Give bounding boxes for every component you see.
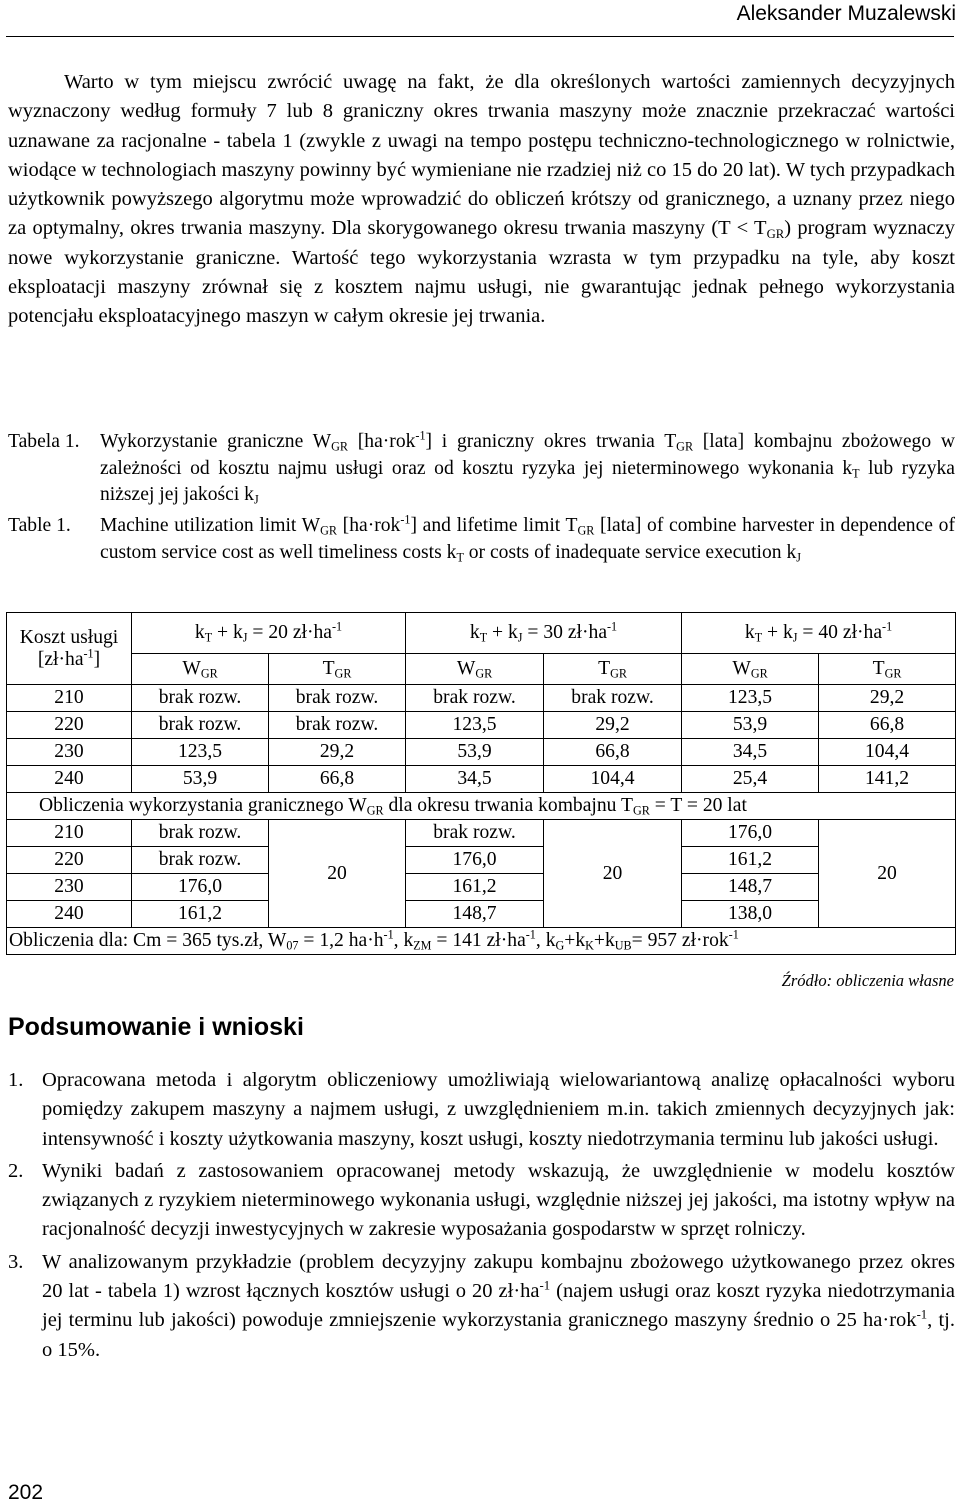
table-cell: 220	[7, 847, 132, 874]
table-cell-merged: 20	[819, 820, 956, 928]
table-source-note: Źródło: obliczenia własne	[781, 971, 954, 990]
table-cell: brak rozw.	[544, 685, 682, 712]
group-header-cell: $k_T + k_J = 30$ $zł\cdot ha^{-1}$	[406, 613, 682, 654]
table-cell: 161,2	[132, 901, 269, 928]
header-rule	[6, 36, 954, 37]
table-cell: 161,2	[406, 874, 544, 901]
table-cell: brak rozw.	[406, 820, 544, 847]
table-cell: 230	[7, 874, 132, 901]
table-caption-english	[8, 513, 955, 566]
table-cell: 240	[7, 766, 132, 793]
table-cell: 220	[7, 712, 132, 739]
table-cell: 123,5	[682, 685, 819, 712]
caption-label: Table 1.	[8, 515, 71, 536]
table-cell: 210	[7, 820, 132, 847]
list-item-number: 3.	[8, 1250, 24, 1273]
table-cell: brak rozw.	[132, 820, 269, 847]
page-number: 202	[8, 1481, 44, 1504]
list-item-number: 2.	[8, 1159, 24, 1182]
table-cell: brak rozw.	[269, 685, 406, 712]
table-row	[7, 712, 956, 739]
table-caption-polish	[8, 429, 955, 509]
table-cell: 123,5	[406, 712, 544, 739]
table-cell: 240	[7, 901, 132, 928]
column-header-cell: $T_{GR}$	[544, 654, 682, 685]
table-cell: brak rozw.	[269, 712, 406, 739]
table-cell: 148,7	[406, 901, 544, 928]
section-header-cell: Obliczenia wykorzystania granicznego $W_{GR}$ dla okresu trwania kombajnu $T_{GR} = T = 20$ lat	[7, 793, 956, 820]
section-header-row	[7, 793, 956, 820]
table-cell: 66,8	[819, 712, 956, 739]
table-footer-row	[7, 928, 956, 955]
table-cell: 53,9	[132, 766, 269, 793]
body-paragraph: Warto w tym miejscu zwrócić uwagę na fakt, że dla określonych wartości zamiennych decyzyjnych wyznaczony według formuły 7 lub 8 graniczny okres trwania maszyny może znacznie przekraczać wartości uznawane za racjonalne - tabela 1 (zwykle z uwagi na tempo postępu techniczno-technologicznego w rolnictwie, wiodące w technologiach maszyny powinny być wymieniane nie rzadziej niż co 15 do 20 lat). W tych przypadkach użytkownik powyższego algorytmu może wprowadzić do obliczeń krótszy od granicznego, a uznany przez niego za optymalny, okres trwania maszyny. Dla skorygowanego okresu trwania maszyny $(T < T_{GR})$ program wyznaczy nowe wykorzystanie graniczne. Wartość tego wykorzystania wzrasta w tym przypadku na tyle, aby koszt eksploatacji maszyny zrównał się z kosztem najmu usługi, nie gwarantując jednak pełnego wykorzystania potencjału eksploatacyjnego maszyn w całym okresie jej trwania.	[8, 71, 955, 328]
section-heading: Podsumowanie i wnioski	[8, 1013, 304, 1041]
table-row	[7, 901, 956, 928]
caption-label: Tabela 1.	[8, 431, 80, 452]
table-cell: 29,2	[544, 712, 682, 739]
table-cell: 66,8	[544, 739, 682, 766]
table-row	[7, 820, 956, 847]
column-header-cell: $T_{GR}$	[819, 654, 956, 685]
table-cell: brak rozw.	[132, 847, 269, 874]
table-cell: brak rozw.	[132, 685, 269, 712]
table-cell: 53,9	[682, 712, 819, 739]
list-item-number: 1.	[8, 1069, 24, 1091]
cost-header-cell: Koszt usługi $[zł\cdot ha^{-1}]$	[7, 613, 132, 685]
table-cell: 34,5	[682, 739, 819, 766]
list-item-text: Wyniki badań z zastosowaniem opracowanej metody wskazują, że uwzględnienie w modelu kosztów związanych z ryzykiem nieterminowego wykonania usługi, względnie niższej jej jakości, ma istotny wpływ na racjonalność decyzji inwestycyjnych w zakresie wyposażania gospodarstw w sprzęt rolniczy.	[42, 1159, 955, 1241]
table-cell: 176,0	[682, 820, 819, 847]
list-item	[8, 1248, 955, 1365]
table-cell: 53,9	[406, 739, 544, 766]
running-head-author: Aleksander Muzalewski	[736, 2, 956, 25]
table-cell: 210	[7, 685, 132, 712]
table-cell: 25,4	[682, 766, 819, 793]
group-header-cell: $k_T + k_J = 20$ $zł\cdot ha^{-1}$	[132, 613, 406, 654]
table-row	[7, 766, 956, 793]
table-row	[7, 685, 956, 712]
table-footer-cell: Obliczenia dla: Cm = 365 tys.zł, $W_{07} = 1,2$ $ha\cdot h^{-1}$, $k_{ZM} = 141$ $zł\cdot ha^{-1}$, $k_G+k_K+k_{UB}= 957$ zł·rok$^{-1}$	[7, 928, 956, 955]
table-row	[7, 739, 956, 766]
list-item	[8, 1066, 955, 1154]
list-item-text: W analizowanym przykładzie (problem decyzyjny zakupu kombajnu zbożowego użytkowanego przez okres 20 lat - tabela 1) wzrost łącznych kosztów usługi o 20 $zł\cdot ha^{-1}$ (najem usługi oraz koszt ryzyka niedotrzymania jej terminu lub jakości) powoduje zmniejszenie wykorzystania granicznego maszyny średnio o 25 ha·rok$^{-1}$, tj. o 15%.	[42, 1250, 955, 1361]
caption-text: Wykorzystanie graniczne $W_{GR}$ [ha·rok$^{-1}$] i graniczny okres trwania $T_{GR}$ [lata] kombajnu zbożowego w zależności od kosztu najmu usługi oraz od kosztu ryzyka jej nieterminowego wykonania $k_T$ lub ryzyka niższej jej jakości $k_J$	[100, 428, 955, 507]
list-item-text: Opracowana metoda i algorytm obliczeniowy umożliwiają wielowariantową analizę opłacalności wyboru pomiędzy zakupem maszyny a najmem usługi, z uwzględnieniem m.in. takich zmiennych decyzyjnych jak: intensywność i koszty użytkowania maszyny, koszt usługi, koszty niedotrzymania terminu lub jakości usługi.	[42, 1069, 955, 1150]
table-cell: 104,4	[819, 739, 956, 766]
table-cell: 141,2	[819, 766, 956, 793]
column-header-cell: $T_{GR}$	[269, 654, 406, 685]
table-cell: 230	[7, 739, 132, 766]
table-cell: 161,2	[682, 847, 819, 874]
column-header-cell: $W_{GR}$	[682, 654, 819, 685]
caption-text: Machine utilization limit $W_{GR}$ [ha·rok$^{-1}$] and lifetime limit $T_{GR}$ [lata] of combine harvester in dependence of custom service cost as well timeliness costs $k_T$ or costs of inadequate service execution $k_J$	[100, 512, 955, 565]
column-header-cell: $W_{GR}$	[406, 654, 544, 685]
table-cell: brak rozw.	[132, 712, 269, 739]
table-cell: 123,5	[132, 739, 269, 766]
table-cell: 148,7	[682, 874, 819, 901]
list-item	[8, 1157, 955, 1245]
table-row	[7, 847, 956, 874]
table-cell: 29,2	[819, 685, 956, 712]
table-row	[7, 874, 956, 901]
table-cell: 66,8	[269, 766, 406, 793]
table-cell-merged: 20	[544, 820, 682, 928]
table-cell-merged: 20	[269, 820, 406, 928]
results-table	[6, 612, 956, 955]
table-cell: 176,0	[132, 874, 269, 901]
table-cell: brak rozw.	[406, 685, 544, 712]
table-cell: 34,5	[406, 766, 544, 793]
column-header-cell: $W_{GR}$	[132, 654, 269, 685]
table-cell: 29,2	[269, 739, 406, 766]
table-cell: 104,4	[544, 766, 682, 793]
conclusions-list	[8, 1066, 955, 1368]
table-cell: 176,0	[406, 847, 544, 874]
table-cell: 138,0	[682, 901, 819, 928]
group-header-cell: $k_T + k_J = 40$ $zł\cdot ha^{-1}$	[682, 613, 956, 654]
